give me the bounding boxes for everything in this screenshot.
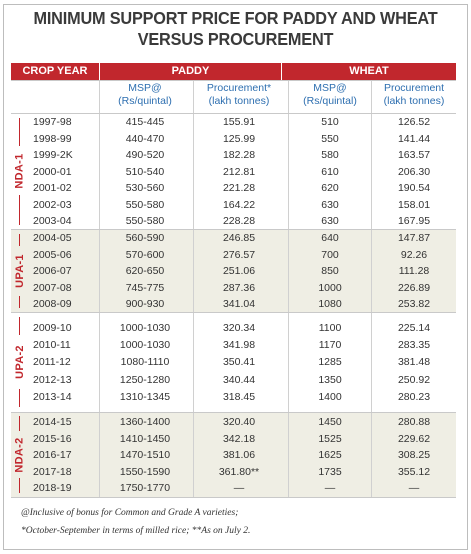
crop-year-cell: 2000-01 — [33, 165, 72, 178]
wheat-procurement-cell: 226.89 — [397, 281, 431, 294]
table-row — [11, 337, 456, 354]
wheat-msp-cell: 1100 — [318, 322, 342, 334]
paddy-msp-cell: 1360-1400 — [119, 416, 171, 428]
table-row — [11, 280, 456, 297]
paddy-procurement-cell: 342.18 — [222, 432, 256, 445]
era-label: NDA-1 — [14, 153, 26, 189]
crop-year-cell: 2011-12 — [33, 356, 71, 369]
title-line-1: MINIMUM SUPPORT PRICE FOR PADDY AND WHEAT — [33, 8, 438, 28]
era-separator — [11, 497, 456, 498]
wheat-msp-cell: 620 — [321, 182, 339, 194]
wheat-procurement-cell: 126.52 — [397, 116, 431, 128]
subheader-line: (lakh tonnes) — [208, 95, 270, 107]
paddy-procurement-cell: 320.40 — [222, 416, 256, 428]
paddy-msp-cell: 1410-1450 — [119, 432, 171, 445]
wheat-msp-cell: 1000 — [318, 281, 342, 294]
table-row — [11, 197, 456, 214]
wheat-msp-cell: 1080 — [318, 298, 342, 310]
table-row — [11, 354, 456, 371]
paddy-procurement-cell: 341.04 — [222, 298, 256, 310]
wheat-procurement-cell: 206.30 — [397, 165, 431, 178]
subheader-line: (lakh tonnes) — [383, 95, 445, 107]
table-row — [11, 147, 456, 164]
wheat-procurement-cell: 167.95 — [397, 215, 431, 227]
header-paddy: PADDY — [100, 63, 281, 80]
table-row — [11, 114, 456, 131]
crop-year-cell: 2016-17 — [33, 449, 72, 462]
wheat-procurement-cell: 225.14 — [397, 322, 431, 334]
crop-year-cell: 2007-08 — [33, 281, 72, 294]
crop-year-cell: 2009-10 — [33, 322, 72, 334]
table-row — [11, 180, 456, 197]
paddy-procurement-cell: 155.91 — [222, 116, 256, 128]
crop-year-cell: 2015-16 — [33, 432, 72, 445]
paddy-procurement-cell: — — [233, 482, 245, 495]
subheader-line: Procurement* — [206, 82, 272, 94]
wheat-msp-cell: — — [324, 482, 336, 495]
header-crop-year: CROP YEAR — [11, 63, 99, 80]
paddy-msp-cell: 550-580 — [125, 215, 165, 227]
subheader-wheat-procurement — [373, 82, 455, 108]
table-row — [11, 320, 456, 337]
table-row — [11, 464, 456, 481]
paddy-procurement-cell: 276.57 — [222, 248, 256, 261]
wheat-procurement-cell: 141.44 — [397, 132, 431, 145]
wheat-procurement-cell: 147.87 — [397, 232, 431, 244]
paddy-procurement-cell: 341.98 — [222, 339, 256, 352]
paddy-msp-cell: 560-590 — [125, 232, 165, 244]
subheader-line: (Rs/quintal) — [118, 95, 172, 107]
paddy-msp-cell: 530-560 — [125, 182, 165, 194]
paddy-procurement-cell: 221.28 — [222, 182, 256, 194]
subheader-line: (Rs/quintal) — [303, 95, 357, 107]
wheat-procurement-cell: 229.62 — [397, 432, 431, 445]
paddy-procurement-cell: 287.36 — [222, 281, 256, 294]
subheader-line: Procurement — [383, 82, 445, 94]
subheader-paddy-procurement — [194, 82, 284, 108]
paddy-procurement-cell: 318.45 — [222, 390, 256, 403]
crop-year-cell: 2017-18 — [33, 465, 72, 478]
paddy-procurement-cell: 350.41 — [222, 356, 256, 369]
wheat-msp-cell: 1525 — [318, 432, 342, 445]
paddy-msp-cell: 1550-1590 — [119, 465, 171, 478]
wheat-procurement-cell: 381.48 — [397, 356, 431, 369]
wheat-procurement-cell: 253.82 — [397, 298, 431, 310]
subheader-line: MSP@ — [313, 82, 347, 94]
table-row — [11, 263, 456, 280]
paddy-procurement-cell: 125.99 — [222, 132, 256, 145]
paddy-msp-cell: 415-445 — [125, 116, 165, 128]
crop-year-cell: 2003-04 — [33, 215, 72, 227]
paddy-msp-cell: 900-930 — [125, 298, 165, 310]
wheat-msp-cell: 850 — [321, 265, 339, 277]
paddy-msp-cell: 490-520 — [125, 149, 165, 161]
crop-year-cell: 1997-98 — [33, 116, 72, 128]
header-wheat: WHEAT — [282, 63, 456, 80]
title-line-2: VERSUS PROCUREMENT — [137, 29, 334, 49]
crop-year-cell: 1999-2K — [33, 149, 73, 161]
wheat-procurement-cell: — — [408, 482, 420, 495]
paddy-msp-cell: 745-775 — [125, 281, 165, 294]
paddy-procurement-cell: 381.06 — [222, 449, 256, 462]
subheader-paddy-msp — [100, 82, 190, 108]
wheat-msp-cell: 700 — [321, 248, 339, 261]
table-row — [11, 414, 456, 431]
paddy-msp-cell: 570-600 — [125, 248, 165, 261]
wheat-msp-cell: 630 — [321, 215, 339, 227]
crop-year-cell: 2018-19 — [33, 482, 72, 495]
paddy-msp-cell: 620-650 — [125, 265, 165, 277]
wheat-procurement-cell: 283.35 — [397, 339, 431, 352]
table-title — [16, 8, 454, 50]
table-row — [11, 247, 456, 264]
crop-year-cell: 2005-06 — [33, 248, 72, 261]
wheat-procurement-cell: 280.88 — [397, 416, 431, 428]
paddy-procurement-cell: 212.81 — [222, 165, 256, 178]
crop-year-cell: 2014-15 — [33, 416, 72, 428]
paddy-procurement-cell: 246.85 — [222, 232, 256, 244]
era-separator — [11, 412, 456, 413]
wheat-msp-cell: 1170 — [318, 339, 342, 352]
paddy-msp-cell: 1470-1510 — [119, 449, 171, 462]
paddy-msp-cell: 550-580 — [125, 198, 165, 211]
table-row — [11, 213, 456, 230]
table-row — [11, 296, 456, 313]
wheat-procurement-cell: 250.92 — [397, 373, 431, 386]
subheader-wheat-msp — [290, 82, 370, 108]
crop-year-cell: 2012-13 — [33, 373, 72, 386]
era-label: UPA-1 — [14, 253, 27, 288]
paddy-procurement-cell: 228.28 — [222, 215, 256, 227]
wheat-procurement-cell: 280.23 — [397, 390, 431, 403]
paddy-msp-cell: 510-540 — [125, 165, 165, 178]
wheat-msp-cell: 1350 — [318, 373, 342, 386]
wheat-msp-cell: 550 — [321, 132, 339, 145]
crop-year-cell: 1998-99 — [33, 132, 72, 145]
paddy-procurement-cell: 182.28 — [222, 149, 256, 161]
paddy-msp-cell: 1080-1110 — [120, 356, 170, 369]
wheat-msp-cell: 610 — [321, 165, 339, 178]
era-label: UPA-2 — [14, 345, 27, 379]
wheat-msp-cell: 1735 — [318, 465, 342, 478]
paddy-msp-cell: 1310-1345 — [119, 390, 171, 403]
subheader-line: MSP@ — [128, 82, 162, 94]
wheat-procurement-cell: 190.54 — [397, 182, 431, 194]
table-row — [11, 389, 456, 406]
wheat-procurement-cell: 355.12 — [397, 465, 431, 478]
paddy-msp-cell: 1000-1030 — [119, 339, 171, 352]
table-row — [11, 431, 456, 448]
wheat-msp-cell: 1400 — [318, 390, 342, 403]
paddy-procurement-cell: 251.06 — [222, 265, 256, 277]
table-row — [11, 131, 456, 148]
table-row — [11, 164, 456, 181]
wheat-procurement-cell: 92.26 — [400, 248, 428, 261]
footnote-2: *October-September in terms of milled rice; **As on July 2. — [21, 526, 251, 536]
wheat-msp-cell: 510 — [321, 116, 339, 128]
wheat-procurement-cell: 111.28 — [398, 265, 430, 277]
era-label: NDA-2 — [14, 436, 26, 473]
paddy-msp-cell: 440-470 — [125, 132, 165, 145]
paddy-procurement-cell: 164.22 — [222, 198, 256, 211]
wheat-procurement-cell: 308.25 — [397, 449, 431, 462]
wheat-procurement-cell: 163.57 — [397, 149, 431, 161]
paddy-msp-cell: 1000-1030 — [119, 322, 171, 334]
crop-year-cell: 2006-07 — [33, 265, 72, 277]
wheat-msp-cell: 640 — [321, 232, 339, 244]
wheat-msp-cell: 630 — [321, 198, 339, 211]
paddy-procurement-cell: 320.34 — [222, 322, 256, 334]
paddy-procurement-cell: 340.44 — [222, 373, 256, 386]
wheat-procurement-cell: 158.01 — [397, 198, 431, 211]
table-row — [11, 372, 456, 389]
table-row — [11, 230, 456, 247]
wheat-msp-cell: 1450 — [318, 416, 342, 428]
crop-year-cell: 2010-11 — [33, 339, 71, 352]
paddy-msp-cell: 1250-1280 — [119, 373, 171, 386]
paddy-procurement-cell: 361.80** — [218, 465, 260, 478]
crop-year-cell: 2013-14 — [33, 390, 72, 403]
table-row — [11, 447, 456, 464]
wheat-msp-cell: 1285 — [318, 356, 342, 369]
footnote-1: @Inclusive of bonus for Common and Grade A varieties; — [21, 508, 239, 518]
crop-year-cell: 2004-05 — [33, 232, 72, 244]
wheat-msp-cell: 580 — [321, 149, 339, 161]
table-row — [11, 480, 456, 497]
crop-year-cell: 2001-02 — [33, 182, 72, 194]
paddy-msp-cell: 1750-1770 — [119, 482, 171, 495]
crop-year-cell: 2008-09 — [33, 298, 72, 310]
crop-year-cell: 2002-03 — [33, 198, 72, 211]
wheat-msp-cell: 1625 — [318, 449, 342, 462]
header-separator — [11, 80, 456, 81]
